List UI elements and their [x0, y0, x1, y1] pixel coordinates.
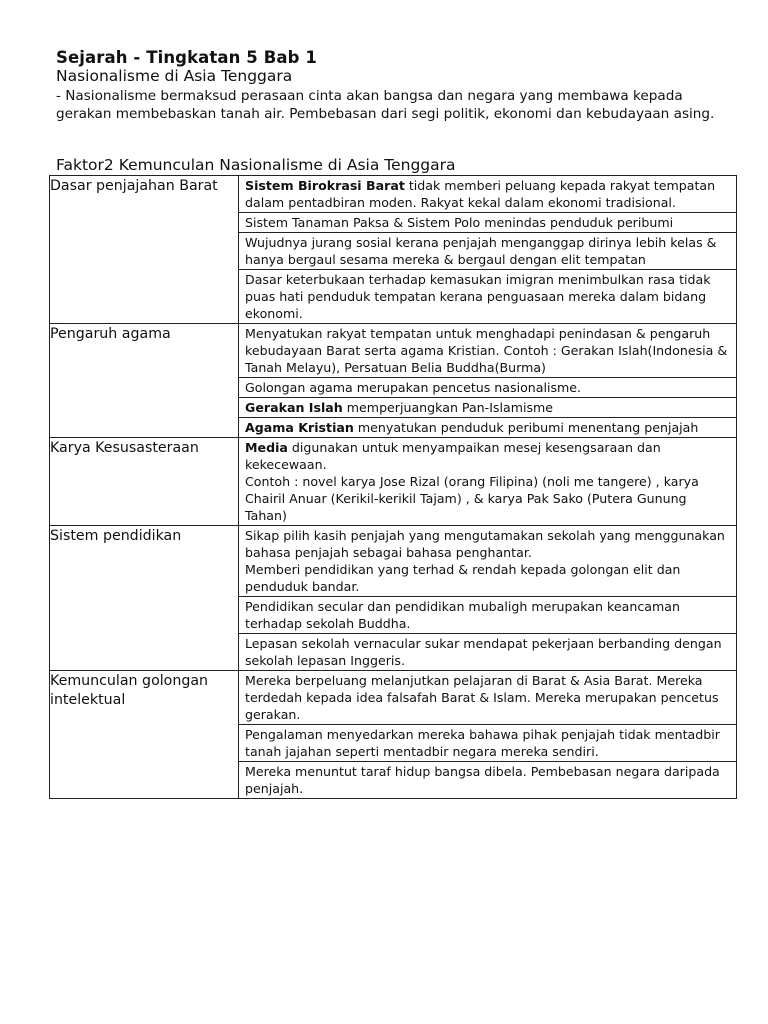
- factor-points-cell: [239, 176, 737, 324]
- table-heading: Faktor2 Kemunculan Nasionalisme di Asia Tenggara: [56, 156, 456, 174]
- factor-row: [50, 526, 737, 671]
- factor-point: [239, 725, 736, 762]
- factor-name-cell: [50, 176, 239, 324]
- point-text: digunakan untuk menyampaikan mesej kesengsaraan dan kekecewaan. Contoh : novel karya Jose Rizal (orang Filipina) (noli me tangere) , karya Chairil Anuar (Kerikil-kerikil Tajam) , & karya Pak Sako (Putera Gunung Tahan): [245, 440, 699, 523]
- point-text: Menyatukan rakyat tempatan untuk menghadapi penindasan & pengaruh kebudayaan Barat serta agama Kristian. Contoh : Gerakan Islah(Indonesia & Tanah Melayu), Persatuan Belia Buddha(Burma): [245, 326, 728, 375]
- document-subtitle: Nasionalisme di Asia Tenggara: [56, 67, 293, 85]
- factor-point: [239, 526, 736, 597]
- factor-point: [239, 213, 736, 233]
- factor-point: [239, 418, 736, 437]
- document-title: Sejarah - Tingkatan 5 Bab 1: [56, 48, 317, 67]
- point-text: Golongan agama merupakan pencetus nasionalisme.: [245, 380, 582, 395]
- point-text: Mereka menuntut taraf hidup bangsa dibela. Pembebasan negara daripada penjajah.: [245, 764, 720, 796]
- factors-table: [49, 175, 737, 799]
- factor-point: [239, 634, 736, 670]
- point-text: menyatukan penduduk peribumi menentang penjajah: [353, 420, 699, 435]
- factor-name-cell: [50, 526, 239, 671]
- factor-name: Dasar penjajahan Barat: [50, 178, 218, 194]
- factor-point: [239, 438, 736, 525]
- point-text: Mereka berpeluang melanjutkan pelajaran di Barat & Asia Barat. Mereka terdedah kepada idea falsafah Barat & Islam. Mereka merupakan pencetus gerakan.: [245, 673, 719, 722]
- factor-row: [50, 324, 737, 438]
- factor-point: [239, 398, 736, 418]
- factor-row: [50, 671, 737, 799]
- factor-name-cell: [50, 438, 239, 526]
- factor-point: [239, 324, 736, 378]
- point-bold-term: Agama Kristian: [245, 420, 354, 435]
- intro-paragraph: - Nasionalisme bermaksud perasaan cinta akan bangsa dan negara yang membawa kepada gerakan membebaskan tanah air. Pembebasan dari segi politik, ekonomi dan kebudayaan asing.: [56, 88, 715, 122]
- factor-points-cell: [239, 526, 737, 671]
- point-bold-term: Media: [245, 440, 288, 455]
- factor-point: [239, 762, 736, 798]
- point-text: Wujudnya jurang sosial kerana penjajah menganggap dirinya lebih kelas & hanya bergaul sesama mereka & bergaul dengan elit tempatan: [245, 235, 717, 267]
- factor-name: Pengaruh agama: [50, 326, 171, 342]
- factor-row: [50, 438, 737, 526]
- factor-name-cell: [50, 671, 239, 799]
- factor-name: Karya Kesusasteraan: [50, 440, 199, 456]
- point-text: Dasar keterbukaan terhadap kemasukan imigran menimbulkan rasa tidak puas hati penduduk tempatan kerana penguasaan mereka dalam bidang ekonomi.: [245, 272, 711, 321]
- point-text: Pendidikan secular dan pendidikan mubaligh merupakan keancaman terhadap sekolah Buddha.: [245, 599, 680, 631]
- point-text: memperjuangkan Pan-Islamisme: [342, 400, 554, 415]
- factor-point: [239, 671, 736, 725]
- factor-name: Kemunculan golongan intelektual: [50, 673, 209, 708]
- factor-point: [239, 233, 736, 270]
- factor-row: [50, 176, 737, 324]
- factor-points-cell: [239, 324, 737, 438]
- point-text: Sistem Tanaman Paksa & Sistem Polo menindas penduduk peribumi: [245, 215, 674, 230]
- factor-name: Sistem pendidikan: [50, 528, 182, 544]
- point-text: Pengalaman menyedarkan mereka bahawa pihak penjajah tidak mentadbir tanah jajahan seperti mentadbir negara mereka sendiri.: [245, 727, 720, 759]
- factor-point: [239, 176, 736, 213]
- point-text: tidak memberi peluang kepada rakyat tempatan dalam pentadbiran moden. Rakyat kekal dalam ekonomi tradisional.: [245, 178, 716, 210]
- point-bold-term: Sistem Birokrasi Barat: [245, 178, 405, 193]
- point-text: Lepasan sekolah vernacular sukar mendapat pekerjaan berbanding dengan sekolah lepasan Inggeris.: [245, 636, 722, 668]
- factor-point: [239, 270, 736, 323]
- factor-points-cell: [239, 438, 737, 526]
- factor-point: [239, 378, 736, 398]
- factor-point: [239, 597, 736, 634]
- point-bold-term: Gerakan Islah: [245, 400, 343, 415]
- factor-points-cell: [239, 671, 737, 799]
- point-text: Sikap pilih kasih penjajah yang mengutamakan sekolah yang menggunakan bahasa penjajah sebagai bahasa penghantar. Memberi pendidikan yang terhad & rendah kepada golongan elit dan penduduk bandar.: [245, 528, 725, 594]
- factor-name-cell: [50, 324, 239, 438]
